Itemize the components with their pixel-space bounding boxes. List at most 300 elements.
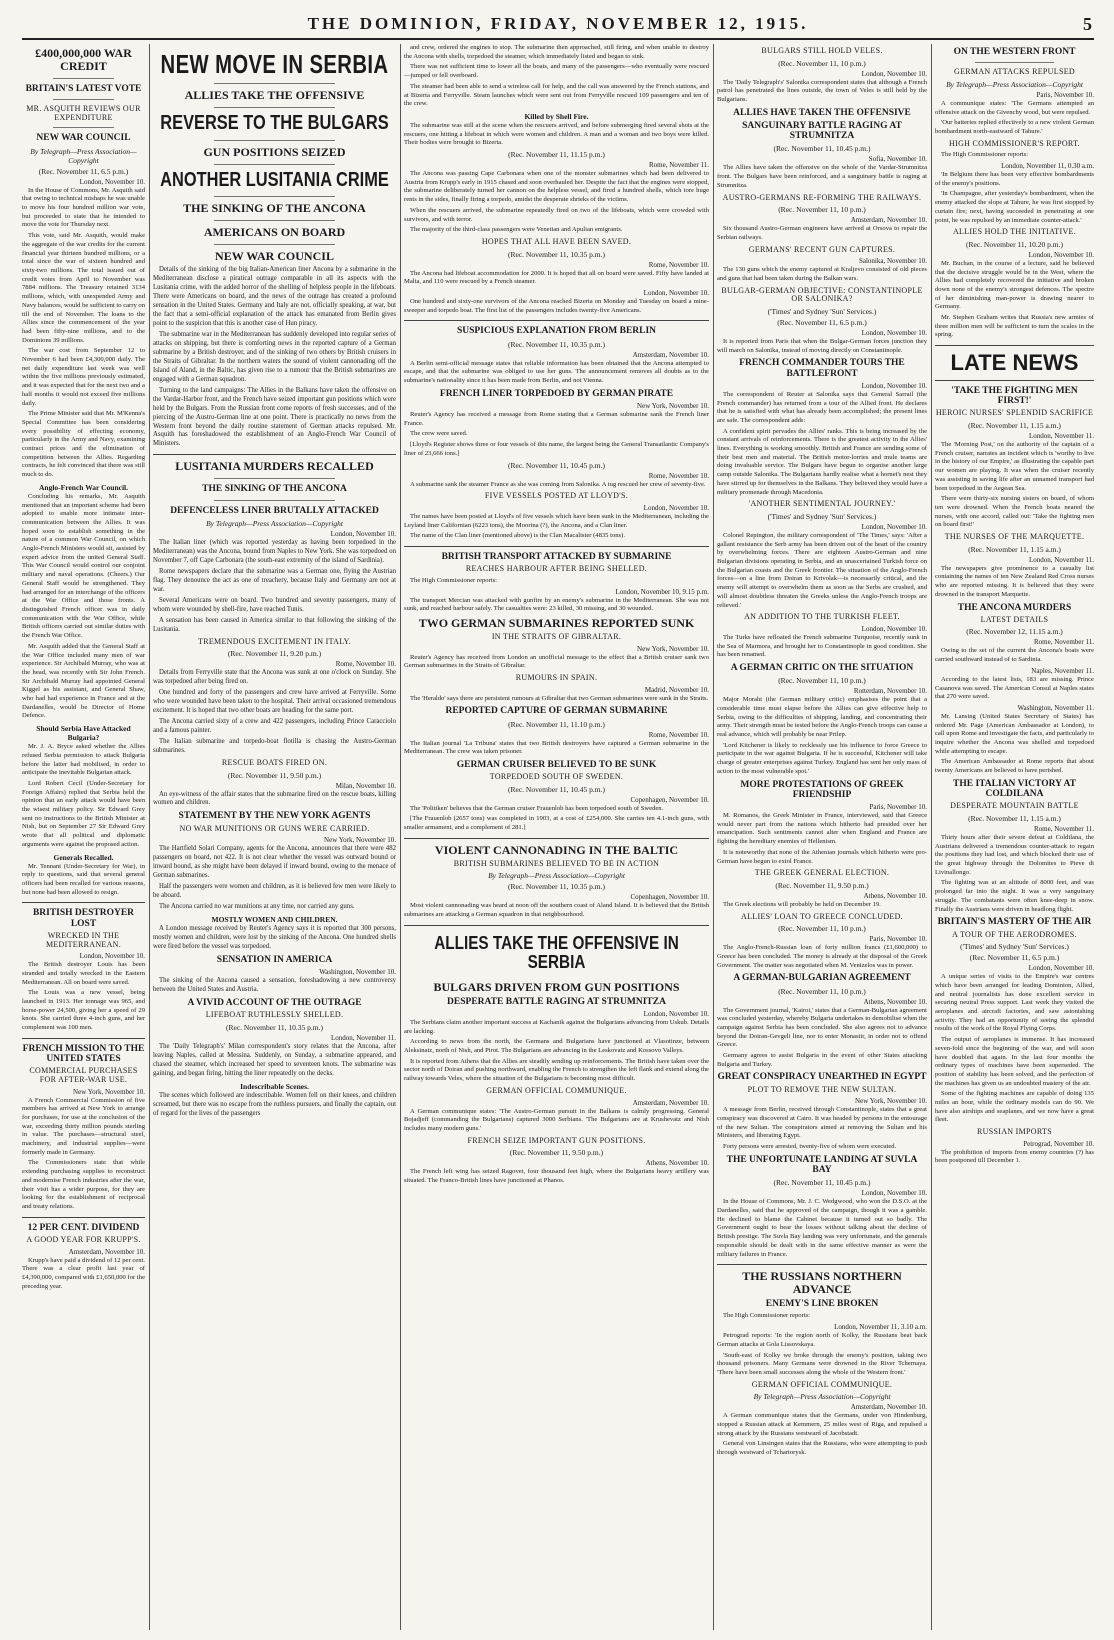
- headline: FRENCH COMMANDER TOURS THE BATTLEFRONT: [739, 358, 905, 379]
- side-heading: MOSTLY WOMEN AND CHILDREN.: [211, 915, 338, 925]
- paragraph: Rome newspapers declare that the submarine was a German one, flying the Austrian flag. They denounce the act as one of treachery, because Italy and Germany are not at war.: [153, 567, 396, 593]
- paragraph: Krupp's have paid a dividend of 12 per cent. There was a clear profit last year of £4,390,000, compared with £1,650,000 for the preceding year.: [22, 1256, 145, 1290]
- paragraph: The Louis was a new vessel, being launched in 1913. Her tonnage was 965, and horse-power 24,500, giving her a speed of 29 knots. She carried three 4-inch guns, and her complement was 100 men.: [22, 989, 145, 1032]
- dateline: Amsterdam, November 10.: [632, 350, 709, 359]
- paragraph: 'In Belgium there has been very effective bombardments of the enemy's positions.: [935, 171, 1094, 187]
- received-line: (Rec. November 11, 1.15 a.m.): [968, 813, 1061, 823]
- dateline: London, November 11, 0.30 a.m.: [1001, 162, 1094, 171]
- paragraph: The American Ambassador at Rome reports that about twenty Americans are believed to have perished.: [935, 758, 1094, 775]
- divider: [53, 99, 115, 100]
- divider: [22, 1217, 145, 1218]
- side-heading: Should Serbia Have Attacked Bulgaria?: [36, 724, 131, 743]
- paragraph: One hundred and sixty-one survivors of the Ancona reached Bizerta on Monday and Tuesday on board a mine-sweeper and torpedo boat. The first list of the passengers includes twenty-five Americans.: [404, 297, 709, 314]
- paragraph: This vote, said Mr. Asquith, would make the aggregate of the war credits for the current financial year thirteen hundred millions, or a total since the war of sixteen hundred and sixty-two millions. The total issued out of credit votes from April to November was 7884 millions. The Treasury retained 3134 millions, which, with unexpended Army and Navy balances, would be sufficient to carry on till the end of November. The loans to the Allies since the commencement of the year had been fifty-nine millions, and to the Dominions 39 millions.: [22, 232, 145, 344]
- paragraph: [The Frauenlob (2657 tons) was completed in 1903, at a cost of £254,000. She carries ten 4.1-inch guns, with smaller armament, and a complement of 281.]: [404, 815, 709, 832]
- dateline: London, November 10.: [861, 381, 927, 390]
- paragraph: The submarine war in the Mediterranean has suddenly developed into regular series of attacks on shipping, but there is comforting news in the reported capture of a German submarine by a British destroyer, and of the sinking of two others by British cruisers in the Straits of Gibraltar. In the northern waters the sound of violent cannonading off the Island of Aland, in the Baltic, has given rise to a rumour that the British submarines are engaged with a German squadron.: [153, 330, 396, 383]
- headline: TWO GERMAN SUBMARINES REPORTED SUNK: [418, 615, 695, 630]
- paragraph: The prohibition of imports from enemy countries (?) has been postponed till December 1.: [935, 1148, 1094, 1165]
- dateline: London, November 11.: [1028, 555, 1094, 564]
- paragraph: Owing to the set of the current the Ancona's boats were carried southward instead of to Sardinia.: [935, 647, 1094, 664]
- paragraph: It is reported from Paris that when the Bulgar-German forces junction they will march on Salonika, instead of moving directly on Constantinople.: [717, 337, 927, 354]
- dateline: Copenhagen, November 10.: [630, 893, 709, 902]
- headline: BRITISH TRANSPORT ATTACKED BY SUBMARINE: [441, 551, 672, 562]
- subheadline: ANOTHER LUSITANIA CRIME: [160, 168, 389, 191]
- service-line: ('Times' and Sydney 'Sun' Services.): [960, 942, 1069, 952]
- divider: [153, 454, 396, 455]
- received-line: (Rec. November 11, 10.45 p.m.): [773, 1178, 871, 1188]
- paragraph: The 'Politiken' believes that the German cruiser Frauenlob has been torpedoed south of Sweden.: [410, 804, 664, 812]
- subheadline: FIVE VESSELS POSTED AT LLOYD'S.: [484, 491, 629, 501]
- paragraph: Lord Robert Cecil (Under-Secretary for Foreign Affairs) replied that Serbia held the opinion that an early attack would have been the wisest military policy. Sir Edward Grey sent no instructions to the British Minister at Nish, but on September 27 Sir Edward Grey wrote that all political and diplomatic arguments were against the proposed action.: [22, 779, 145, 848]
- dateline: London, November 10.: [861, 522, 927, 531]
- received-line: (Rec. November 11, 1.15 a.m.): [968, 421, 1061, 431]
- subheadline: AUSTRO-GERMANS RE-FORMING THE RAILWAYS.: [722, 192, 922, 202]
- paragraph: General von Linsingen states that the Russians, who were attempting to push through westward of Tchartorysk.: [717, 1440, 927, 1457]
- headline: REPORTED CAPTURE OF GERMAN SUBMARINE: [445, 706, 668, 717]
- dateline: New York, November 10.: [324, 836, 396, 845]
- subheadline: THE GREEK GENERAL ELECTION.: [754, 868, 890, 878]
- received-line: (Rec. November 11, 10 p.m.): [778, 58, 866, 68]
- divider: [717, 1264, 927, 1265]
- paragraph: The 'Heraldo' says there are persistent rumours at Gibraltar that two German submarines were sunk in the Straits.: [410, 694, 709, 702]
- subheadline: DESPERATE BATTLE RAGING AT STRUMNITZA: [447, 996, 666, 1007]
- dateline: London, November 10.: [643, 288, 709, 297]
- received-line: (Rec. November 11, 10.35 p.m.): [226, 1023, 323, 1033]
- received-line: (Rec. November 11, 10 p.m.): [778, 205, 866, 215]
- dateline: London, November 10.: [330, 529, 396, 538]
- paragraph: Turning to the land campaigns: The Allies in the Balkans have taken the offensive on the Vardar-Harbor front, and the French have seized important gun positions which were held by the Bulgars. From the Russian front come reports of fresh successes, and of the piercing of the Austro-German line at one point. There is practically no news from the Western front beyond the daily routine statement of German attacks repulsed. Mr. Asquith has foreshadowed the establishment of an Anglo-French War Council of Ministers.: [153, 386, 396, 448]
- headline: THE UNFORTUNATE LANDING AT SUVLA BAY: [726, 1154, 918, 1176]
- headline: FRENCH LINER TORPEDOED BY GERMAN PIRATE: [439, 388, 674, 399]
- paragraph: A London message received by Reuter's Agency says it is reported that 300 persons, mostly women and children, were lost by the sinking of the Ancona. One hundred shells were fired before the vessel was torpedoed.: [153, 925, 396, 951]
- paragraph: It is reported from Athens that the Allies are steadily sending up reinforcements. The British have taken over the sector north of Doiran and pushing northward, enabling the French to strengthen the left flank and extend along the railway towards Veles, where the situation of the Bulgarians is becoming most difficult.: [404, 1057, 709, 1083]
- dateline: Copenhagen, November 10.: [630, 795, 709, 804]
- subheadline: BULGAR-GERMAN OBJECTIVE: CONSTANTINOPLE OR SALONIKA?: [721, 285, 923, 304]
- paragraph: The Allies have taken the offensive on the whole of the Vardar-Strumnitza front. The Bulgars have been reinforced, and a sanguinary battle is raging at Strumnitza.: [717, 164, 927, 189]
- dateline: Paris, November 10.: [869, 803, 927, 812]
- received-line: (Rec. November 11, 10.35 p.m.): [508, 249, 605, 259]
- divider: [22, 902, 145, 903]
- received-line: (Rec. November 11, 10.20 p.m.): [966, 239, 1063, 249]
- headline: ALLIES TAKE THE OFFENSIVE IN SERBIA: [434, 932, 679, 973]
- headline: MORE PROTESTATIONS OF GREEK FRIENDSHIP: [740, 779, 904, 800]
- paragraph: The Anglo-French-Russian loan of forty million francs (£1,600,000) to Greece has been concluded. The money is already at the disposal of the Greek Government. The matter was negotiated when M. Venizelos was in power.: [717, 944, 927, 969]
- subheadline: GERMAN ATTACKS REPULSED: [954, 67, 1075, 77]
- subheadline: BRITISH SUBMARINES BELIEVED TO BE IN ACTION: [453, 858, 660, 868]
- subheadline: SANGUINARY BATTLE RAGING AT STRUMNITZA: [742, 120, 902, 142]
- subheadline: IN THE STRAITS OF GIBRALTAR.: [491, 631, 622, 641]
- subheadline: SENSATION IN AMERICA: [216, 955, 333, 966]
- subheadline: LATEST DETAILS: [980, 614, 1049, 624]
- divider: [214, 164, 336, 165]
- paragraph: The Ancona was passing Cape Carbonara when one of the monster submarines which had been delivered to Austria from Krupp's early in 1915 chased and soon overhauled her. Despite the fact that the engines were stopped, the submarine deliberately turned her cannon on the helpless vessel, and fired a hundred shells, which tore huge rents in the sides, finally firing a torpedo, amidst the desperate shrieks of the victims.: [404, 170, 709, 204]
- paragraph: The sinking of the Ancona caused a sensation, foreshadowing a new controversy between the United States and Austria.: [153, 977, 396, 994]
- paragraph: The French left wing has seized Ragovet, four thousand feet high, where the Bulgarians heavy artillery was situated. The Franco-British lines have junctioned at Phanos.: [404, 1168, 709, 1184]
- paragraph: The High Commissioner reports:: [410, 576, 497, 584]
- subheadline: GERMAN OFFICIAL COMMUNIQUE.: [751, 1379, 893, 1389]
- paragraph: M. Romanos, the Greek Minister in France, interviewed, said that Greece would never part from the nations which hitherto had presided over her emancipation. Such sentiments cannot alter when England and France are fighting the hereditary enemies of Hellenism.: [717, 812, 927, 846]
- received-line: (Rec. November 11, 9.50 p.m.): [775, 880, 869, 890]
- dateline: New York, November 10.: [637, 402, 709, 410]
- dateline: Amsterdam, November 10.: [850, 216, 927, 225]
- column-rule: [149, 44, 150, 1630]
- subheadline: A TOUR OF THE AERODROMES.: [952, 929, 1077, 939]
- dateline: Sofia, November 10.: [868, 155, 927, 164]
- paragraph: Petrograd reports: 'In the region north of Kolky, the Russians beat back German attacks at Gola Lissovskaya.: [717, 1332, 927, 1348]
- copyright-line: By Telegraph—Press Association—Copyright: [946, 79, 1083, 89]
- paragraph: The Serbians claim another important success at Kachanik against the Bulgarians advancing from Uskub. Details are lacking.: [404, 1018, 709, 1035]
- service-line: ('Times' and Sydney 'Sun' Services.): [767, 511, 877, 521]
- dateline: Madrid, November 10.: [644, 685, 709, 694]
- dateline: Petrograd, November 10.: [1023, 1139, 1094, 1148]
- column-rule: [400, 44, 401, 1630]
- divider: [214, 478, 336, 479]
- subheadline: RESCUE BOATS FIRED ON.: [221, 757, 328, 767]
- dateline: London, November 10, 9.15 p.m.: [615, 587, 709, 596]
- headline: A GERMAN CRITIC ON THE SITUATION: [730, 662, 914, 673]
- dateline: Amsterdam, November 10.: [632, 1098, 709, 1107]
- paragraph: The output of aeroplanes is immense. It has increased seven-fold since the beginning of the war, and will soon have doubled that again. In the last four months the ordinary types of machines have been superseded. The position of stability has been solved, and the perfection of the machines has given us an undoubted mastery of the air.: [935, 1036, 1094, 1087]
- paragraph: The Government journal, 'Kairoi,' states that a German-Bulgarian agreement was concluded yesterday, whereby Bulgaria undertakes to demobilise when the campaign against Serbia has been concluded. She also agrees not to advance beyond the Doiran-Gevgeli line, nor to enter Monastir, in order not to offend Greece.: [717, 1006, 927, 1049]
- column-4: [717, 44, 927, 1630]
- received-line: (Rec. November 12, 11.15 a.m.): [966, 627, 1063, 637]
- subheadline: STATEMENT BY THE NEW YORK AGENTS: [178, 811, 371, 822]
- dateline: Rome, November 10.: [648, 730, 709, 739]
- paragraph: The Greek elections will probably be held on December 19.: [723, 900, 881, 908]
- column-rule: [713, 44, 714, 1630]
- headline: THE RUSSIANS NORTHERN ADVANCE: [742, 1269, 902, 1297]
- dateline: Rome, November 10.: [648, 260, 709, 269]
- divider: [404, 925, 709, 926]
- paragraph: Six thousand Austro-German engineers have arrived at Orsova to repair the Serbian railways.: [717, 225, 927, 241]
- divider: [214, 196, 336, 197]
- paragraph: Mr. Buchan, in the course of a lecture, said he believed that the decisive struggle would be in the West, where the Allies had completely recovered the initiative and broken down none of the enemy's strongest defences. The spectre of her diminishing man-power is drawing nearer to Germany.: [935, 259, 1094, 311]
- paragraph: Thirty hours after their severe defeat at Coldilana, the Austrians delivered a tremendous counter-attack to regain the positions they had lost, and which blocked their use of the great highway through the Dolomites to Pieve di Livinallongo.: [935, 833, 1094, 876]
- divider: [214, 140, 336, 141]
- subheadline: HIGH COMMISSIONER'S REPORT.: [949, 138, 1080, 148]
- page-number: 5: [1083, 14, 1092, 34]
- paragraph: The 'Daily Telegraph's' Milan correspondent's story relates that the Ancona, after leaving Naples, called at Messina. Suddenly, on Sunday, a submarine appeared, and chased the steamer, which increased her speed to seventeen knots. The submarine was gaining, and began firing, hitting the liner repeatedly on the decks.: [153, 1043, 396, 1077]
- subheadline: DEFENCELESS LINER BRUTALLY ATTACKED: [170, 505, 379, 516]
- subheadline: ALLIES TAKE THE OFFENSIVE: [184, 88, 365, 103]
- dateline: New York, November 10.: [637, 644, 709, 653]
- subheadline: PLOT TO REMOVE THE NEW SULTAN.: [747, 1084, 897, 1094]
- paragraph: The Italian submarine and torpedo-boat flotilla is chasing the Austro-German submarines.: [153, 737, 396, 754]
- paragraph: The High Commissioner reports:: [941, 151, 1028, 159]
- subheadline: LIFEBOAT RUTHLESSLY SHELLED.: [205, 1010, 344, 1020]
- dateline: London, November 10.: [643, 1009, 709, 1018]
- dateline: London, November 10.: [861, 624, 927, 633]
- subheadline: COMMERCIAL PURCHASES FOR AFTER-WAR USE.: [29, 1066, 138, 1084]
- side-heading: Anglo-French War Council.: [39, 482, 128, 492]
- headline: £400,000,000 WAR CREDIT: [35, 46, 132, 73]
- received-line: (Rec. November 11, 9.20 p.m.): [227, 649, 322, 659]
- paragraph: Forty persons were arrested, twenty-five of whom were executed.: [723, 1143, 897, 1151]
- subheadline: NO WAR MUNITIONS OR GUNS WERE CARRIED.: [179, 823, 370, 833]
- dateline: London, November 10.: [861, 1189, 927, 1198]
- subheadline: A VIVID ACCOUNT OF THE OUTRAGE: [187, 998, 362, 1009]
- subheadline: RUMOURS IN SPAIN.: [515, 672, 598, 682]
- paragraph: It is noteworthy that none of the Athenian journals which hitherto were pro-German have begun to extol France.: [717, 848, 927, 865]
- dateline: New York, November 10.: [855, 1097, 927, 1106]
- paragraph: 'In Champagne, after yesterday's bombardment, when the enemy attacked the slope at Tahure, he was first stopped by curtain fire; next, having succeeded in penetrating at one point, he was repulsed by an immediate counter-attack.': [935, 190, 1094, 224]
- divider: [22, 1038, 145, 1039]
- subheadline: FRENCH SEIZE IMPORTANT GUN POSITIONS.: [467, 1135, 646, 1145]
- dateline: Rome, November 11.: [648, 161, 709, 170]
- received-line: (Rec. November 11, 10 p.m.): [778, 924, 866, 934]
- headline: BRITISH DESTROYER LOST: [32, 908, 135, 929]
- received-line: (Rec. November 11, 6.5 p.m.): [38, 166, 129, 176]
- paragraph: Major Moraht (the German military critic) emphasises the point that a considerable time must elapse before the Allies can give effective help to Serbia, owing to the difficulties of shipping, landing, and concentrating their army. Their strength must be tested before the Anglo-French troops can cause a real advance, which will probably be near Prilep.: [717, 696, 927, 738]
- paragraph: The crew were saved.: [410, 430, 468, 438]
- paragraph: A communique states: 'The Germans attempted an offensive attack on the Givenchy wood, but were repulsed.: [935, 99, 1094, 116]
- subheadline: THE SINKING OF THE ANCONA: [183, 201, 366, 216]
- column-5: [935, 44, 1094, 1630]
- received-line: (Rec. November 11, 10.45 p.m.): [773, 144, 871, 154]
- headline: FRENCH MISSION TO THE UNITED STATES: [22, 1043, 145, 1065]
- headline: ON THE WESTERN FRONT: [953, 47, 1076, 57]
- paragraph: 'South-east of Kolky we broke through the enemy's position, taking two thousand prisoners. Many Germans were drowned in the River Tchernaya. 'There have been small successes along the whole of the Western front.': [717, 1351, 927, 1376]
- divider: [214, 220, 336, 221]
- dateline: London, November 10.: [79, 952, 145, 961]
- divider: [214, 83, 336, 84]
- headline: THE ANCONA MURDERS: [957, 602, 1072, 613]
- subheadline: GERMANS' RECENT GUN CAPTURES.: [748, 244, 896, 254]
- subheadline: DESPERATE MOUNTAIN BATTLE: [950, 801, 1079, 811]
- subheadline: AN ADDITION TO THE TURKISH FLEET.: [744, 612, 900, 622]
- lead-headline: NEW MOVE IN SERBIA: [160, 49, 389, 79]
- paragraph: Reuter's Agency has received a message from Rome stating that a German submarine sank the French liner France.: [404, 411, 709, 427]
- subheadline: AMERICANS ON BOARD: [203, 225, 346, 240]
- headline: BRITAIN'S MASTERY OF THE AIR: [937, 917, 1092, 928]
- headline: 12 PER CENT. DIVIDEND: [27, 1222, 140, 1233]
- subheadline: TORPEDOED SOUTH OF SWEDEN.: [489, 772, 624, 782]
- received-line: (Rec. November 11, 10.35 p.m.): [508, 339, 605, 349]
- received-line: (Rec. November 11, 10 p.m.): [778, 676, 866, 686]
- paragraph: The steamer had been able to send a wireless call for help, and the call was answered by the French stations, and at Bizerta and Ferryville. Steam launches which were sent out from Ferryville rescued 109 passengers and ten of the crew.: [404, 82, 709, 108]
- divider: [214, 107, 336, 108]
- paragraph: The war cost from September 12 to November 6 had been £4,300,000 daily. The net daily expenditure last week was well within the five millions previously estimated, and it was expected that for the next two and a half months it would not exceed five millions daily.: [22, 347, 145, 407]
- side-heading: Indescribable Scenes.: [240, 1081, 309, 1091]
- divider: [935, 380, 1094, 381]
- received-line: (Rec. November 11, 11.10 p.m.): [508, 719, 605, 729]
- paragraph: The 130 guns which the enemy captured at Kraljevo consisted of old pieces and guns that had been taken during the Balkan wars.: [717, 266, 927, 282]
- paragraph: The Italian liner (which was reported yesterday as having been torpedoed in the Mediterranean) was the Ancona, bound from Naples to New York. She was torpedoed on November 7, off Cape Carbonara (the south-east extremity of the island of Sardinia).: [153, 538, 396, 564]
- divider: [404, 838, 709, 839]
- headline: THE ITALIAN VICTORY AT COLDILANA: [953, 778, 1076, 800]
- dateline: London, November 10.: [861, 69, 927, 78]
- paragraph: The submarine was still at the scene when the rescuers arrived, and before submerging fired several shots at the rescuers, one hitting a lifeboat in which were women and children. A man and a woman and two boys were killed. Their bodies were brought to Bizerta.: [404, 121, 709, 147]
- subheadline: 'ANOTHER SENTIMENTAL JOURNEY.': [748, 499, 896, 509]
- paragraph: Reuter's Agency has received from London an unofficial message to the effect that a British cruiser sank two German submarines in the Straits of Gibraltar.: [404, 653, 709, 670]
- paragraph: The Ancona carried no war munitions at any time, nor carried any guns.: [159, 903, 355, 911]
- headline: VIOLENT CANNONADING IN THE BALTIC: [434, 842, 679, 857]
- service-line: ('Times' and Sydney 'Sun' Services.): [767, 306, 877, 316]
- subheadline: NEW WAR COUNCIL: [36, 133, 131, 144]
- subheadline: HOPES THAT ALL HAVE BEEN SAVED.: [481, 236, 632, 246]
- dateline: Amsterdam, November 10.: [68, 1247, 145, 1256]
- paragraph: According to the latest lists, 183 are missing. Prince Casanova was saved. The American Consul at Naples states that 270 were saved.: [935, 675, 1094, 701]
- paragraph: Some of the fighting machines are capable of doing 135 miles an hour, while the ordinary models can do 90. We have also airships and seaplanes, and we now have a great fleet.: [935, 1090, 1094, 1124]
- subheadline: NEW WAR COUNCIL: [215, 249, 334, 264]
- subheadline: BULGARS STILL HOLD VELES.: [761, 46, 883, 55]
- subheadline: GERMAN OFFICIAL COMMUNIQUE.: [486, 1085, 627, 1095]
- headline: GERMAN CRUISER BELIEVED TO BE SUNK: [456, 759, 657, 770]
- divider: [53, 78, 115, 79]
- dateline: Washington, November 10.: [319, 968, 396, 977]
- received-line: (Rec. November 11, 9.50 p.m.): [509, 1148, 604, 1158]
- dateline: London, November 11, 3.10 a.m.: [834, 1323, 927, 1332]
- paragraph: The name of the Clan liner (mentioned above) is the Clan Macalister (4835 tons).: [410, 532, 625, 540]
- column-1: [22, 44, 145, 1630]
- divider: [404, 320, 709, 321]
- copyright-line: By Telegraph—Press Association—Copyright: [488, 871, 625, 881]
- dateline: Salonika, November 10.: [858, 257, 927, 266]
- paragraph: A French Commercial Commission of five members has arrived at New York to arrange for purchases, for use at the conclusion of the war, exceeding thirty million pounds sterling in value. The purchases—structural steel, machinery, and industrial supplies—were formerly made in Germany.: [22, 1096, 145, 1156]
- paragraph: The High Commissioner reports:: [723, 1312, 810, 1320]
- received-line: (Rec. November 11, 6.5 p.m.): [969, 953, 1060, 963]
- subheadline: A GOOD YEAR FOR KRUPP'S.: [26, 1234, 141, 1244]
- masthead: [22, 14, 1094, 40]
- dateline: Athens, November 10.: [863, 891, 927, 900]
- paragraph: A sensation has been caused in America similar to that following the sinking of the Lusitania.: [153, 616, 396, 633]
- paragraph: A Berlin semi-official message states that reliable information has been obtained that the Ancona attempted to escape, and that the submarine was obliged to use her guns. The announcement removes all doubts as to the submarine's nationality since it has been made from Berlin, and not Vienna.: [404, 359, 709, 385]
- subheadline: REACHES HARBOUR AFTER BEING SHELLED.: [465, 564, 648, 574]
- subheadline: ALLIES HOLD THE INITIATIVE.: [952, 227, 1077, 237]
- dateline: Athens, November 10.: [863, 997, 927, 1006]
- dateline: Paris, November 10.: [869, 935, 927, 944]
- copyright-line: By Telegraph—Press Association—Copyright: [206, 518, 343, 528]
- paragraph: In the House of Commons, Mr. J. C. Wedgwood, who won the D.S.O. at the Dardanelles, said that he approved of the campaign, though it was a gamble. He declined to blame the Cabinet because it turned out so badly. The Government ought to bear the losses without talking about the decline of British prestige. The Suvla Bay landing was very unfortunate, and the generals responsible should be dealt with in the same effective manner as were the military failures in France.: [717, 1198, 927, 1258]
- dateline: London, November 11.: [1028, 432, 1094, 441]
- paragraph: The 'Morning Post,' on the authority of the captain of a French cruiser, narrates an incident which is 'worthy to live in the history of our Empire,' as illustrating the capable part our women are playing. It was when the cruiser recently was assisting in saving life after an unnamed transport had been torpedoed in the Aegean Sea.: [935, 441, 1094, 492]
- paragraph: Half the passengers were women and children, as it is believed few men were likely to be aboard.: [153, 883, 396, 900]
- paragraph: The Ancona carried sixty of a crew and 422 passengers, including Prince Caracciolo and a famous painter.: [153, 718, 396, 734]
- paragraph: [Lloyd's Register shows three or four vessels of this name, the largest being the General Transatlantic Company's liner of 23,666 tons.]: [404, 441, 709, 457]
- divider: [214, 500, 336, 501]
- divider: [53, 127, 115, 128]
- paragraph: The 'Daily Telegraph's' Salonika correspondent states that although a French patrol has penetrated the lines outside, the town of Veles is still held by the Bulgarians.: [717, 78, 927, 104]
- dateline: Naples, November 11.: [1031, 666, 1094, 675]
- paragraph: Mr. J. A. Bryce asked whether the Allies refused Serbia permission to attack Bulgaria before the latter had mobilised, in order to anticipate the inevitable Bulgarian attack.: [22, 743, 145, 777]
- dateline: London, November 10.: [643, 503, 709, 512]
- received-line: (Rec. November 11, 6.5 p.m.): [777, 317, 867, 327]
- divider: [975, 62, 1055, 63]
- subheadline: RUSSIAN IMPORTS: [977, 1127, 1052, 1137]
- dateline: Paris, November 10.: [1036, 90, 1094, 99]
- paragraph: The fighting was at an altitude of 8000 feet, and was prolonged far into the night. It was a very sanguinary struggle. The combatants were often knee-deep in snow. Finally the Austrians were driven in headlong flight.: [935, 879, 1094, 913]
- paragraph: A submarine sank the steamer France as she was coming from Salonika. A tug rescued her crew of seventy-five.: [410, 480, 706, 488]
- paragraph: The Prime Minister said that Mr. M'Kenna's Special Committee has been considering every possibility of effecting economy, particularly in the Army and Navy, examining contract prices and the elimination of competition between the Allies. Regarding contracts, he felt convinced that there was still much to do.: [22, 410, 145, 479]
- subheadline: BRITAIN'S LATEST VOTE: [25, 83, 142, 94]
- paragraph: A confident spirit pervades the Allies' ranks. This is being increased by the constant arrivals of reinforcements. There is the greatest activity in the Allies' lines. Everything is working smoothly. British and France are sending some of their best men and material. The British motor-lorries and mule teams are doing invaluable service. The Bulgars have begun to organise another large camp outside Salonika. The Bulgarians hardly realise what a hornet's nest they have stirred up for themselves in the Balkans. They believed they would have a military promenade through Macedonia.: [717, 427, 927, 496]
- paragraph: A German communique states that the Germans, under von Hindenburg, stopped a Russian attack at Kemmern, 25 miles west of Riga, and repulsed a strong attack by the Russians westward of Jacobstadt.: [717, 1412, 927, 1437]
- dateline: New York, November 10.: [73, 1087, 145, 1096]
- paragraph: Colonel Repington, the military correspondent of 'The Times,' says: 'After a gallant resistance the Serb army has been driven out of the heart of the country by overwhelming forces. There are eighteen Austro-German and nine Bulgarian divisions operating in Serbia, and an unascertained Turkish force on the Bulgarian coasts and the Greek frontier. The situation of the Anglo-French forces—on a line from Doiran to Krivolak—is necessarily critical, and the enemy will attempt to overwhelm them as soon as the Serbs are crushed, and will almost doubtless threaten the Greeks unless the Anglo-French troops are relieved.': [717, 531, 927, 609]
- headline: ALLIES HAVE TAKEN THE OFFENSIVE: [733, 107, 911, 118]
- column-2: [153, 44, 396, 1630]
- subheadline: ALLIES' LOAN TO GREECE CONCLUDED.: [741, 911, 903, 921]
- dateline: Amsterdam, November 10.: [850, 1403, 927, 1412]
- paragraph: The scenes which followed are indescribable. Women fell on their knees, and children screamed, but there was no escape from the ruthless pursuers, and finally the captain, out of regard for the lives of the passengers: [153, 1091, 396, 1117]
- paragraph: Mr. Stephen Graham writes that Russia's new armies of three million men will be sufficient to turn the scales in the spring.: [935, 314, 1094, 339]
- paragraph: One hundred and forty of the passengers and crew have arrived at Ferryville. Some who were wounded have been taken to the hospital. Their arrival occasioned tremendous excitement. It is hoped that two other boats are heading for the same port.: [153, 689, 396, 715]
- paragraph: Mr. Asquith added that the General Staff at the War Office included many men of war experience. Sir Archibald Murray, who was at the head, was recently with Sir John French. Sir Archibald Murray had appointed General Kiggel as his assistant, and General Shaw, who had had experience in France and at the Dardanelles, would be Director of Home Defence.: [22, 642, 145, 720]
- paragraph: There were thirty-six nursing sisters on board, of whom ten were drowned. When the French boats neared the nurses, with one accord, called out: 'Take the fighting men on board first!': [935, 495, 1094, 529]
- paragraph: The Ancona had lifeboat accommodation for 2000. It is hoped that all on board were saved. Fifty have landed at Malta, and 110 were rescued by a French steamer.: [404, 269, 709, 286]
- headline: LUSITANIA MURDERS RECALLED: [175, 459, 374, 474]
- side-heading: Killed by Shell Fire.: [524, 111, 589, 121]
- received-line: (Rec. November 11, 10.45 p.m.): [508, 460, 605, 470]
- dateline: London, November 10.: [1028, 250, 1094, 259]
- dateline: Rome, November 11.: [1033, 824, 1094, 833]
- paragraph: The Turks have refloated the French submarine Turquoise, recently sunk in the Sea of Marmora, and brought her to Constantinople in good condition. She has been renamed.: [717, 633, 927, 659]
- side-heading: Generals Recalled.: [53, 852, 114, 862]
- subheadline: REVERSE TO THE BULGARS: [160, 112, 389, 135]
- received-line: (Rec. November 11, 10.45 p.m.): [508, 784, 605, 794]
- received-line: (Rec. November 11, 9.50 p.m.): [227, 770, 322, 780]
- paragraph: According to news from the north, the Germans and Bulgarians have junctioned at Vlasotinze, between Aleksinatz, north of Nish, and Pirot. The Bulgarians are advancing in the Leskovatz and Kossovo Valleys.: [404, 1038, 709, 1055]
- paragraph: Several Americans were on board. Two hundred and seventy passengers, many of whom were wounded by shell-fire, have reached Tunis.: [153, 596, 396, 613]
- paragraph: The correspondent of Reuter at Salonika says that General Sarrail (the French commander) has returned from a tour of the Allied front. He declares that he is satisfied with what has already been accomplished; the present lines are safe. The correspondent adds:: [717, 390, 927, 424]
- headline: GREAT CONSPIRACY UNEARTHED IN EGYPT: [717, 1072, 927, 1083]
- subheadline: ENEMY'S LINE BROKEN: [765, 1299, 879, 1310]
- paragraph: Details of the sinking of the big Italian-American liner Ancona by a submarine in the Mediterranean disclose a piratical outrage comparable in all its aspects with the Lusitania crime, with the added horror of the shelling of helpless people in the lifeboats. There were Americans on board, and the news of the outrage has created a profound sensation in the United States. Germany and Italy are not, officially speaking, at war, but the fact that a semi-official explanation of the attack has emanated from Berlin gives point to the suspicion that this is another case of Hun piracy.: [153, 266, 396, 327]
- paragraph: and crew, ordered the engines to stop. The submarine then approached, still firing, and when unable to destroy the Ancona with shells, torpedoed the steamer, which immediately listed and began to sink.: [404, 44, 709, 60]
- copyright-line: By Telegraph—Press Association—Copyright: [30, 146, 137, 165]
- divider: [404, 546, 709, 547]
- paragraph: Concluding his remarks, Mr. Asquith mentioned that an important scheme had been adopted to enable more intimate inter-communication between the Allies. It was hoped soon to establish something in the nature of a common War Council, on which Anglo-French Ministers would sit, assisted by expert advice from the united General Staff. This War Council would control our conjoint military and naval operations. (Cheers.) Our General Staff would be strengthened. They had arranged for an interchange of the officers at the War Office and those fronts. A distinguished French officer was in daily communication with the War Office, while British officers carried out similar duties with the French War Office.: [22, 492, 145, 640]
- dateline: Rotterdam, November 10.: [853, 687, 927, 696]
- headline: A GERMAN-BULGARIAN AGREEMENT: [733, 973, 911, 984]
- paragraph: The Commissioners state that while extending purchasing supplies to reconstruct and modernise French industries after the war, their visit has a wider purpose, for they are looking for the establishment of reciprocal and treaty relations.: [22, 1159, 145, 1210]
- paragraph: 'Our batteries replied effectively to a new violent German bombardment north-eastward of Tahure.': [935, 119, 1094, 135]
- newspaper-page: [22, 14, 1094, 1630]
- paragraph: When the rescuers arrived, the submarine repeatedly fired on two of the lifeboats, which were crowded with survivors, and with terror.: [404, 206, 709, 223]
- paragraph: 'Lord Kitchener is likely to recklessly use his influence to force Greece to participate in the war against Bulgaria. If he is successful, Kitchener will take charge of greater enterprises against Turkey. England has sent her only mass of action to the most vulnerable spot.': [717, 741, 927, 775]
- paragraph: A message from Berlin, received through Constantinople, states that a great conspiracy was discovered at Cairo. It was headed by persons in the entourage of the new Sultan. The conspirators aimed at removing the Sultan and his Ministers, and liberating Egypt.: [717, 1106, 927, 1140]
- dateline: Athens, November 10.: [645, 1159, 709, 1168]
- divider: [214, 244, 336, 245]
- subheadline: HEROIC NURSES' SPLENDID SACRIFICE: [935, 408, 1094, 418]
- paragraph: An eye-witness of the affair states that the submarine fired on the rescue boats, killing women and children.: [153, 790, 396, 807]
- column-3: [404, 44, 709, 1630]
- dateline: Rome, November 11.: [1033, 638, 1094, 647]
- subheadline: WRECKED IN THE MEDITERRANEAN.: [45, 930, 122, 949]
- dateline: Rome, November 10.: [335, 660, 396, 669]
- paragraph: The Hartfield Solari Company, agents for the Ancona, announces that there were 482 passengers on board, not 422. It is not clear whether the vessel was outward bound or inward bound, as she might have been delayed if inward bound, owing to the menace of German submarines.: [153, 845, 396, 880]
- paragraph: The names have been posted at Lloyd's of five vessels which have been sunk in the Mediterranean, including the Leyland liner Californian (6223 tons), the Moorina (?), the Ancona, and a Clan liner.: [404, 512, 709, 529]
- copyright-line: By Telegraph—Press Association—Copyright: [753, 1392, 891, 1402]
- paragraph: A German communique states: 'The Austro-German pursuit in the Balkans is calmly progressing. General Bojadjeff (commanding the Bulgarians) captured 3000 Serbians. 'The Bulgarians are at Krushevatz and Nish includes many modern guns.': [404, 1107, 709, 1132]
- headline: 'TAKE THE FIGHTING MEN FIRST!': [951, 385, 1078, 407]
- subheadline: THE NURSES OF THE MARQUETTE.: [944, 532, 1085, 542]
- dateline: London, November 10.: [861, 328, 927, 337]
- dateline: Milan, November 10.: [335, 781, 396, 790]
- received-line: (Rec. November 11, 10.35 p.m.): [508, 882, 605, 892]
- subheadline: BULGARS DRIVEN FROM GUN POSITIONS: [433, 979, 680, 994]
- subheadline: GUN POSITIONS SEIZED: [203, 144, 346, 159]
- paragraph: Details from Ferryville state that the Ancona was sunk at one o'clock on Sunday. She was torpedoed after being fired on.: [153, 669, 396, 686]
- subheadline: MR. ASQUITH REVIEWS OUR EXPENDITURE: [26, 104, 141, 122]
- paragraph: Most violent cannonading was heard at noon off the southern coast of Aland Island. It is believed that the British submarines are attacking a German squadron in that neighbourhood.: [404, 902, 709, 919]
- paragraph: The Italian journal 'La Tribuna' states that two British destroyers have captured a German submarine in the Mediterranean. The crew was taken prisoner.: [404, 739, 709, 756]
- paragraph: There was not sufficient time to lower all the boats, and many of the passengers—who eventually were rescued—jumped or fell overboard.: [404, 63, 709, 80]
- columns: [22, 44, 1094, 1630]
- paragraph: The British destroyer Louis has been stranded and totally wrecked in the Eastern Mediterranean. All on board were saved.: [22, 961, 145, 986]
- dateline: London, November 11.: [330, 1034, 396, 1043]
